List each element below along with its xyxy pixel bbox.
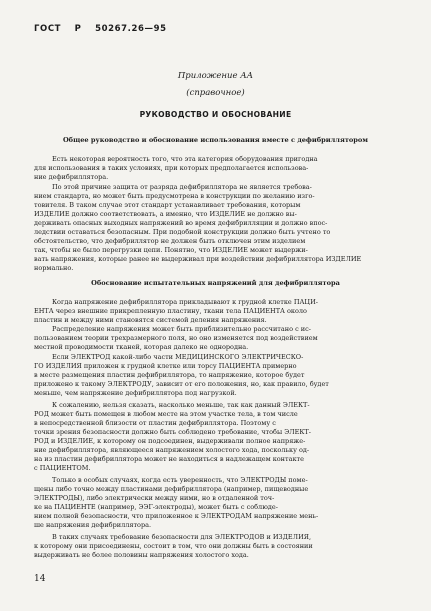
section1-paragraph-2 <box>34 183 397 273</box>
text-line: ке на ПАЦИЕНТЕ (например, ЭЭГ-электроды), может быть с соблюде- <box>34 503 278 512</box>
text-line: щены либо точно между пластинами дефибриллятора (например, пищеводные <box>34 485 309 494</box>
text-line: РОД и ИЗДЕЛИЕ, к которому он подсоединен, выдерживали полное напряже- <box>34 437 306 446</box>
text-line: меньше, чем напряжение дефибриллятора под нагрузкой. <box>34 389 237 398</box>
text-line: ЕНТА через внешние прикрепленную пластину, ткани тела ПАЦИЕНТА около <box>34 307 307 316</box>
annex-subtitle: (справочное) <box>186 88 245 98</box>
section2-heading: Обоснование испытательных напряжений для дефибриллятора <box>91 279 340 287</box>
standard-number: 50267.26—95 <box>95 24 167 34</box>
standard-header <box>34 24 177 34</box>
section2-paragraph-1 <box>34 298 397 325</box>
text-line: В таких случаях требование безопасности для ЭЛЕКТРОДОВ и ИЗДЕЛИЯ, <box>52 533 312 541</box>
text-line: выдерживать не более половины напряжения холостого хода. <box>34 551 249 560</box>
text-line: так, чтобы не было перегрузки цепи. Понятно, что ИЗДЕЛИЕ может выдержи- <box>34 246 308 255</box>
text-line: ЭЛЕКТРОДЫ), либо электрически между ними, но в отдаленной точ- <box>34 494 275 503</box>
text-line: ИЗДЕЛИЕ должно соответствовать, а именно, что ИЗДЕЛИЕ не должно вы- <box>34 210 297 219</box>
text-line: РОД может быть помещен в любом месте на этом участке тела, в том числе <box>34 410 298 419</box>
text-line: нием стандарта, но может быть предусмотрена в конструкции по желанию изго- <box>34 192 315 201</box>
text-line: товителя. В таком случае этот стандарт устанавливает требования, которым <box>34 201 301 210</box>
text-line: держивать опасных выходных напряжений во время дефибрилляции и должно впос- <box>34 219 328 228</box>
section1-heading: Общее руководство и обоснование использования вместе с дефибриллятором <box>62 136 369 144</box>
text-line: нием полной безопасности, что приложенное к ЭЛЕКТРОДАМ напряжение мень- <box>34 512 319 521</box>
text-line: пластин и между ними становятся системой деления напряжения. <box>34 316 267 325</box>
section2-paragraph-5 <box>34 476 397 530</box>
text-line: ние дефибриллятора, являющееся напряжением холостого хода, поскольку од- <box>34 446 310 455</box>
text-line: Только в особых случаях, когда есть уверенность, что ЭЛЕКТРОДЫ поме- <box>52 476 308 484</box>
text-line: Есть некоторая вероятность того, что эта категория оборудования пригодна <box>52 155 318 163</box>
text-line: нормально. <box>34 264 74 273</box>
text-line: ледствии оставаться безопасным. При подобной конструкции должно быть учтено то <box>34 228 331 237</box>
text-line: точки зрения безопасности должно быть соблюдено требование, чтобы ЭЛЕКТ- <box>34 428 311 437</box>
text-line: К сожалению, нельзя сказать, насколько меньше, так как данный ЭЛЕКТ- <box>52 401 310 409</box>
section2-paragraph-6 <box>34 533 397 560</box>
text-line: на из пластин дефибриллятора может не находиться в надлежащем контакте <box>34 455 304 464</box>
main-heading: РУКОВОДСТВО И ОБОСНОВАНИЕ <box>139 110 292 119</box>
gost-label: ГОСТ <box>34 24 62 34</box>
text-line: приложено к такому ЭЛЕКТРОДУ, зависит от его положения, но, как правило, будет <box>34 380 329 389</box>
section2-paragraph-4 <box>34 401 397 473</box>
text-line: с ПАЦИЕНТОМ. <box>34 464 91 473</box>
text-line: к которому они присоединены, состоит в том, что они должны быть в состоянии <box>34 542 313 551</box>
text-line: Когда напряжение дефибриллятора прикладывают к грудной клетке ПАЦИ- <box>52 298 318 306</box>
text-line: в непосредственной близости от пластин дефибриллятора. Поэтому с <box>34 419 276 428</box>
text-line: По этой причине защита от разряда дефибриллятора не является требова- <box>52 183 312 191</box>
text-line: Распределение напряжения может быть приблизительно рассчитано с ис- <box>52 325 311 333</box>
annex-title: Приложение АА <box>177 71 254 81</box>
text-line: пользованием теории трехразмерного поля, но оно изменяется под воздействием <box>34 334 318 343</box>
page-number: 14 <box>34 574 46 584</box>
r-label: Р <box>74 24 82 34</box>
section1-paragraph-1 <box>34 155 397 182</box>
text-line: Если ЭЛЕКТРОД какой-либо части МЕДИЦИНСКОГО ЭЛЕКТРИЧЕСКО- <box>52 353 304 361</box>
text-line: ние дефибриллятора. <box>34 173 109 182</box>
text-line: в месте размещения пластин дефибриллятора, то напряжение, которое будет <box>34 371 305 380</box>
section2-paragraph-3 <box>34 353 397 398</box>
text-line: обстоятельство, что дефибриллятор не должен быть отключен этим изделием <box>34 237 306 246</box>
text-line: ше напряжения дефибриллятора. <box>34 521 152 530</box>
text-line: для использования в таких условиях, при которых предполагается использова- <box>34 164 309 173</box>
text-line: вать напряжения, которые ранее не выдерживал при воздействии дефибриллятора ИЗДЕЛИЕ <box>34 255 362 264</box>
section2-paragraph-2 <box>34 325 397 352</box>
text-line: местной проводимости тканей, которая далеко не однородна. <box>34 343 249 352</box>
text-line: ГО ИЗДЕЛИЯ приложен к грудной клетке или торсу ПАЦИЕНТА примерно <box>34 362 297 371</box>
